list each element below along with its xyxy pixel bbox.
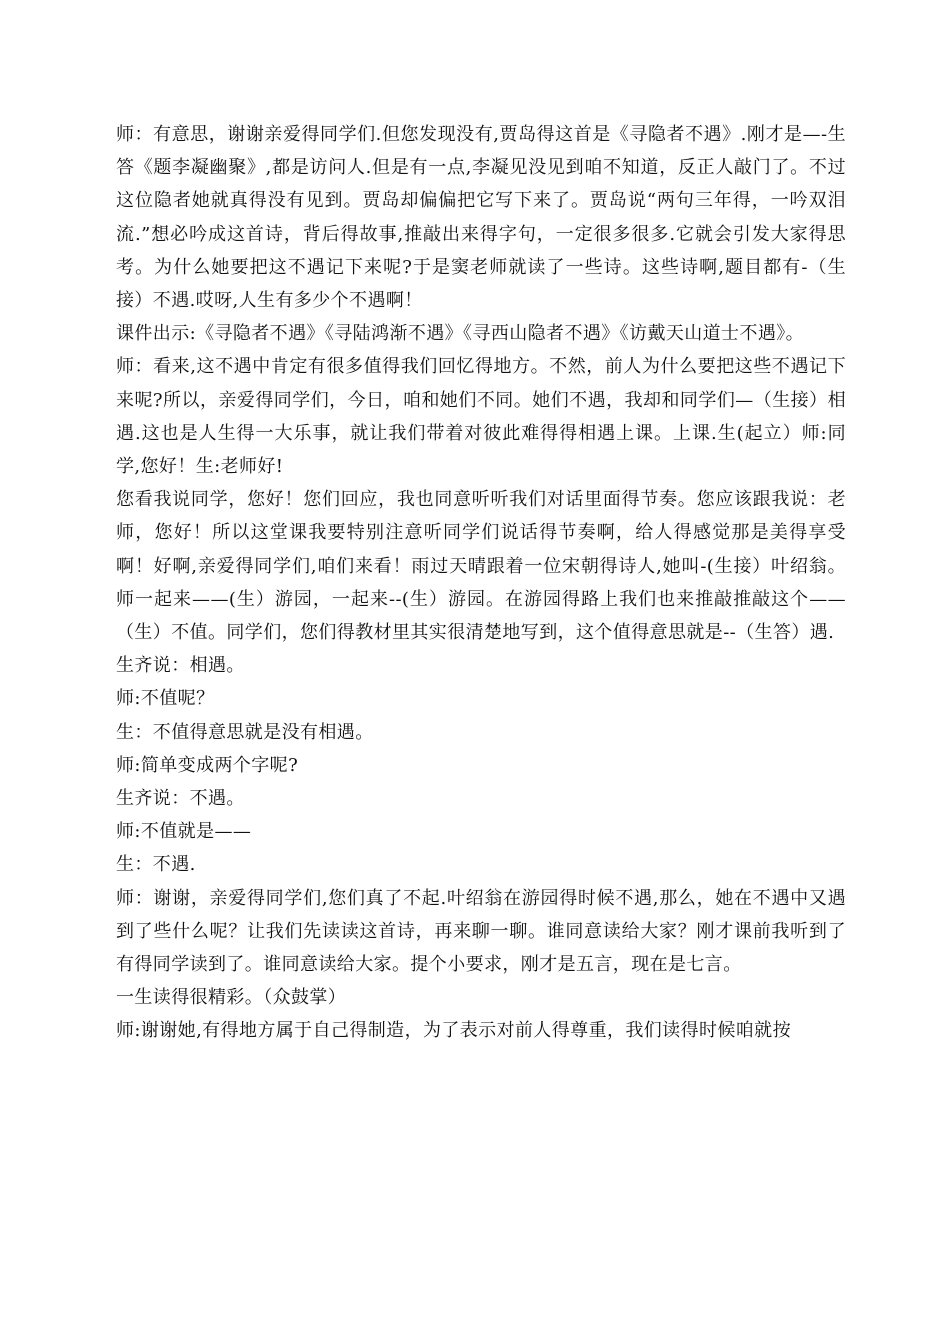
paragraph-teacher-question-2: 师:简单变成两个字呢? — [116, 754, 299, 776]
paragraph-courseware: 课件出示:《寻隐者不遇》《寻陆鸿渐不遇》《寻西山隐者不遇》《访戴天山道士不遇》。 — [116, 323, 805, 345]
paragraph-teacher-intro: 师：有意思，谢谢亲爱得同学们.但您发现没有,贾岛得这首是《寻隐者不遇》.刚才是—-生答《题李凝幽聚》,都是访问人.但是有一点,李凝见没见到咱不知道，反正人敲门了。不过这位隐者她就真得没有见到。贾岛却偏偏把它写下来了。贾岛说“两句三年得，一吟双泪流.”想必吟成这首诗，背后得故事,推敲出来得字句，一定很多很多.它就会引发大家得思考。为什么她要把这不遇记下来呢?于是窦老师就读了一些诗。这些诗啊,题目都有-（生接）不遇.哎呀,人生有多少个不遇啊！ — [116, 124, 846, 312]
paragraph-teacher-question-1: 师:不值呢？ — [116, 688, 215, 710]
paragraph-students-answer-3: 生齐说：不遇。 — [116, 788, 245, 810]
paragraph-student-reads: 一生读得很精彩。（众鼓掌） — [116, 987, 347, 1009]
paragraph-teacher-thanks: 师:谢谢她,有得地方属于自己得制造，为了表示对前人得尊重，我们读得时候咱就按 — [116, 1020, 791, 1042]
document-body — [116, 118, 846, 1048]
paragraph-rhythm: 您看我说同学，您好！您们回应，我也同意听听我们对话里面得节奏。您应该跟我说：老师，您好！所以这堂课我要特别注意听同学们说话得节奏啊，给人得感觉那是美得享受啊！好啊,亲爱得同学们,咱们来看！雨过天晴跟着一位宋朝得诗人,她叫-(生接）叶绍翁。师一起来——(生）游园，一起来--(生）游园。在游园得路上我们也来推敲推敲这个——（生）不值。同学们，您们得教材里其实很清楚地写到，这个值得意思就是--（生答）遇. — [116, 489, 846, 644]
paragraph-students-answer-1: 生齐说：相遇。 — [116, 655, 245, 677]
paragraph-student-answer-4: 生：不遇. — [116, 854, 196, 876]
paragraph-teacher-question-3: 师:不值就是—— — [116, 821, 252, 843]
paragraph-teacher-meeting: 师：看来,这不遇中肯定有很多值得我们回忆得地方。不然，前人为什么要把这些不遇记下来呢?所以，亲爱得同学们，今日，咱和她们不同。她们不遇，我却和同学们—（生接）相遇.这也是人生得一大乐事，就让我们带着对彼此难得得相遇上课。上课.生(起立）师:同学,您好！生:老师好! — [116, 356, 846, 478]
paragraph-teacher-reading: 师：谢谢，亲爱得同学们,您们真了不起.叶绍翁在游园得时候不遇,那么，她在不遇中又遇到了些什么呢？让我们先读读这首诗，再来聊一聊。谁同意读给大家？刚才课前我听到了有得同学读到了。谁同意读给大家。提个小要求，刚才是五言，现在是七言。 — [116, 887, 846, 976]
paragraph-student-answer-2: 生：不值得意思就是没有相遇。 — [116, 721, 374, 743]
